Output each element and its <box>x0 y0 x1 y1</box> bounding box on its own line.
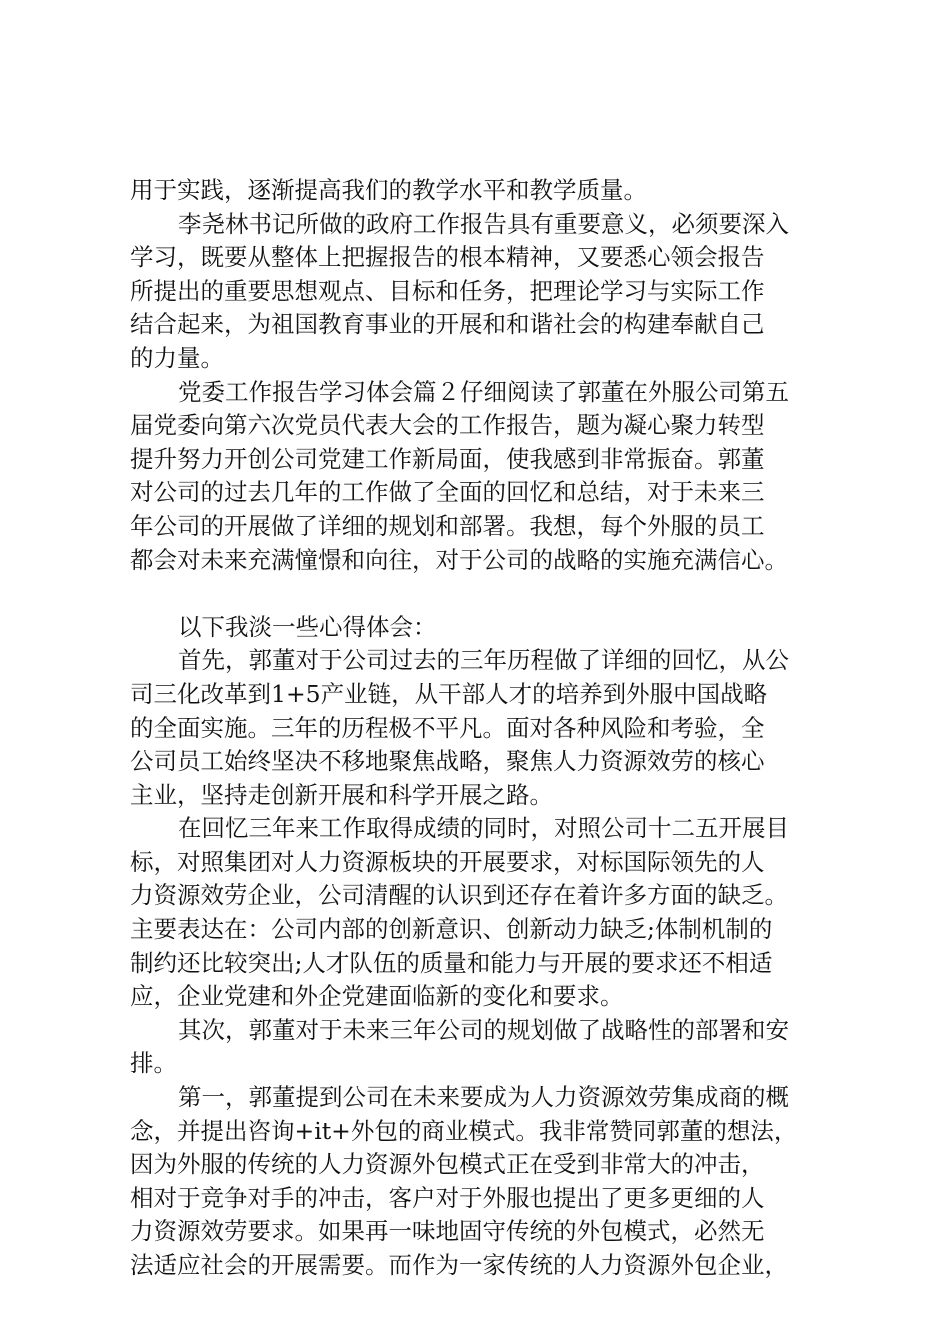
text-line: 所提出的重要思想观点、目标和任务，把理论学习与实际工作 <box>130 276 765 305</box>
text-line: 标，对照集团对人力资源板块的开展要求，对标国际领先的人 <box>130 847 765 876</box>
text-line: 用于实践，逐渐提高我们的教学水平和教学质量。 <box>130 176 647 204</box>
text-line: 年公司的开展做了详细的规划和部署。我想，每个外服的员工 <box>130 511 765 540</box>
text-line: 的全面实施。三年的历程极不平凡。面对各种风险和考验，全 <box>130 713 765 742</box>
text-line: 相对于竞争对手的冲击，客户对于外服也提出了更多更细的人 <box>130 1183 765 1212</box>
paragraph-start-line: 党委工作报告学习体会篇２仔细阅读了郭董在外服公司第五 <box>178 377 789 406</box>
text-line: 力资源效劳要求。如果再一味地固守传统的外包模式，必然无 <box>130 1217 765 1246</box>
text-line: 的力量。 <box>130 343 224 372</box>
text-line: 力资源效劳企业，公司清醒的认识到还存在着许多方面的缺乏。 <box>130 881 788 910</box>
text-line: 法适应社会的开展需要。而作为一家传统的人力资源外包企业， <box>130 1251 788 1279</box>
text-line: 都会对未来充满憧憬和向往，对于公司的战略的实施充满信心。 <box>130 545 788 574</box>
text-line: 届党委向第六次党员代表大会的工作报告，题为凝心聚力转型 <box>130 411 765 440</box>
text-line: 主要表达在：公司内部的创新意识、创新动力缺乏;体制机制的 <box>130 915 773 944</box>
text-line: 公司员工始终坚决不移地聚焦战略，聚焦人力资源效劳的核心 <box>130 747 765 776</box>
text-line: 念，并提出咨询+it+外包的商业模式。我非常赞同郭董的想法， <box>130 1116 798 1145</box>
text-line: 司三化改革到1+5产业链，从干部人才的培养到外服中国战略 <box>130 679 768 708</box>
blank-line <box>130 577 850 611</box>
paragraph-start-line: 以下我淡一些心得体会： <box>178 612 437 641</box>
text-line: 学习，既要从整体上把握报告的根本精神，又要悉心领会报告 <box>130 243 765 272</box>
text-line: 因为外服的传统的人力资源外包模式正在受到非常大的冲击， <box>130 1150 765 1179</box>
text-line: 对公司的过去几年的工作做了全面的回忆和总结，对于未来三 <box>130 478 765 507</box>
document-body <box>130 174 850 1283</box>
paragraph-start-line: 首先，郭董对于公司过去的三年历程做了详细的回忆，从公 <box>178 646 789 675</box>
text-line: 应，企业党建和外企党建面临新的变化和要求。 <box>130 982 624 1011</box>
paragraph-start-line: 第一，郭董提到公司在未来要成为人力资源效劳集成商的概 <box>178 1083 789 1112</box>
text-line: 制约还比较突出;人才队伍的质量和能力与开展的要求还不相适 <box>130 948 773 977</box>
paragraph-start-line: 其次，郭董对于未来三年公司的规划做了战略性的部署和安 <box>178 1015 789 1044</box>
text-line: 主业，坚持走创新开展和科学开展之路。 <box>130 780 553 809</box>
paragraph-start-line: 李尧林书记所做的政府工作报告具有重要意义，必须要深入 <box>178 209 789 238</box>
text-line: 提升努力开创公司党建工作新局面，使我感到非常振奋。郭董 <box>130 444 765 473</box>
text-line: 结合起来，为祖国教育事业的开展和和谐社会的构建奉献自己 <box>130 310 765 339</box>
paragraph-start-line: 在回忆三年来工作取得成绩的同时，对照公司十二五开展目 <box>178 814 789 843</box>
text-line: 排。 <box>130 1049 177 1078</box>
